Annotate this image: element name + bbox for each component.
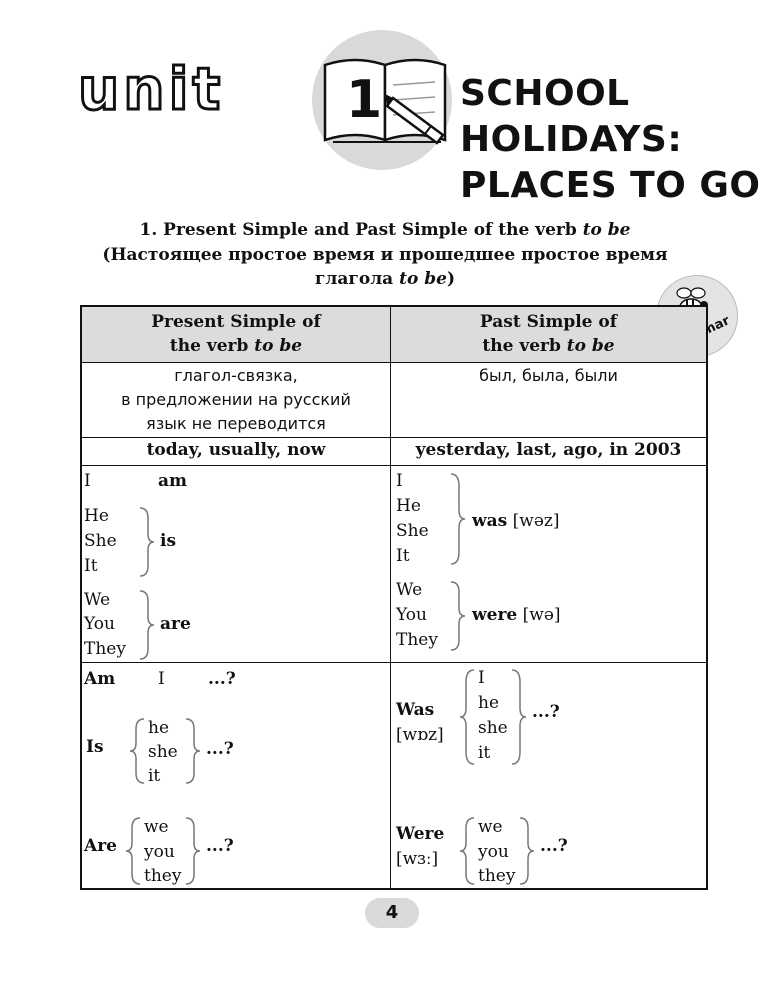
header-past-line2 xyxy=(391,334,706,358)
q-am-ellipsis: ...? xyxy=(208,669,236,689)
verb-am: am xyxy=(158,471,188,491)
brace-icon xyxy=(138,506,156,578)
q-are-ellipsis: ...? xyxy=(206,836,234,856)
q-were-ellipsis: ...? xyxy=(540,836,568,856)
q-was-it: it xyxy=(478,743,491,763)
section-title-ru-2 xyxy=(85,267,685,291)
header-past-line1: Past Simple of xyxy=(479,312,618,332)
brace-icon xyxy=(458,816,476,886)
q-was-ipa: [wɒz] xyxy=(396,725,444,745)
table-divider-vertical xyxy=(390,305,391,890)
verb-is: is xyxy=(160,531,177,551)
verb-were-ipa: [wə] xyxy=(522,605,561,625)
past-pronoun-we: We xyxy=(396,580,423,600)
brace-icon xyxy=(518,816,536,886)
past-pronoun-you: You xyxy=(396,605,427,625)
q-are-they: they xyxy=(144,866,182,886)
past-pronoun-he: He xyxy=(396,496,421,516)
q-is-ellipsis: ...? xyxy=(206,739,234,759)
brace-icon xyxy=(458,668,476,766)
brace-icon xyxy=(449,472,467,566)
pronoun-she: She xyxy=(84,531,117,551)
verb-were-word: were xyxy=(472,605,518,625)
q-were-ipa: [wɜː] xyxy=(396,849,439,869)
q-was-he: he xyxy=(478,693,500,713)
pronoun-we: We xyxy=(84,590,111,610)
header-present-verb: to be xyxy=(254,336,303,356)
q-are-we: we xyxy=(144,817,169,837)
brace-icon xyxy=(138,589,156,661)
table-divider-3 xyxy=(80,465,708,466)
brace-icon xyxy=(184,717,202,785)
pronoun-he: He xyxy=(84,506,109,526)
brace-icon xyxy=(449,580,467,652)
q-were-they: they xyxy=(478,866,516,886)
time-markers-past: yesterday, last, ago, in 2003 xyxy=(415,440,682,460)
unit-title-line-3: PLACES TO GO xyxy=(460,165,761,206)
page-number: 4 xyxy=(385,902,399,923)
section-title xyxy=(85,218,685,242)
q-is-it: it xyxy=(148,766,161,786)
header-present-text: the verb xyxy=(169,336,255,356)
pronoun-they: They xyxy=(84,639,126,659)
past-pronoun-i: I xyxy=(396,471,403,491)
ru-line2-verb: to be xyxy=(399,269,447,289)
section-title-text: 1. Present Simple and Past Simple of the verb xyxy=(139,220,583,240)
pronoun-it: It xyxy=(84,556,98,576)
pencil-icon xyxy=(385,90,455,150)
verb-was xyxy=(472,509,559,534)
unit-label: unit xyxy=(78,55,225,123)
table-divider-2 xyxy=(80,437,708,438)
verb-was-ipa: [wəz] xyxy=(512,511,560,531)
q-was: Was xyxy=(396,700,435,720)
q-was-she: she xyxy=(478,718,508,738)
ru-line2-suffix: ) xyxy=(446,269,455,289)
q-was-i: I xyxy=(478,668,485,688)
desc-present-2: в предложении на русский xyxy=(121,390,351,409)
verb-was-word: was xyxy=(472,511,508,531)
verb-were xyxy=(472,603,561,628)
ru-line2-text: глагола xyxy=(315,269,400,289)
pronoun-i: I xyxy=(84,471,91,491)
brace-icon xyxy=(124,816,142,886)
section-title-verb: to be xyxy=(582,220,631,240)
q-were-you: you xyxy=(478,842,509,862)
brace-icon xyxy=(128,717,146,785)
q-am-pronoun: I xyxy=(158,669,165,689)
unit-title-line-1: SCHOOL xyxy=(460,73,630,114)
unit-title-line-2: HOLIDAYS: xyxy=(460,119,683,160)
past-pronoun-they: They xyxy=(396,630,438,650)
header-present-line1: Present Simple of xyxy=(151,312,321,332)
header-present-line2 xyxy=(82,334,390,358)
past-pronoun-she: She xyxy=(396,521,429,541)
unit-number: 1 xyxy=(346,70,383,130)
q-was-ellipsis: ...? xyxy=(532,702,560,722)
verb-are: are xyxy=(160,614,191,634)
section-title-ru-1: (Настоящее простое время и прошедшее простое время xyxy=(102,245,668,265)
q-are: Are xyxy=(84,836,117,856)
q-were-we: we xyxy=(478,817,503,837)
time-markers-present: today, usually, now xyxy=(146,440,326,460)
q-are-you: you xyxy=(144,842,175,862)
q-is-he: he xyxy=(148,718,170,738)
q-were: Were xyxy=(396,824,445,844)
header-past-text: the verb xyxy=(482,336,567,356)
table-divider-4 xyxy=(80,662,708,663)
q-is-she: she xyxy=(148,742,178,762)
past-pronoun-it: It xyxy=(396,546,410,566)
desc-present-1: глагол-связка, xyxy=(174,366,298,385)
table-border-right xyxy=(706,305,708,890)
q-am: Am xyxy=(84,669,116,689)
table-border-top xyxy=(80,305,708,307)
pronoun-you: You xyxy=(84,614,115,634)
table-divider-1 xyxy=(80,362,708,363)
desc-past: был, была, были xyxy=(479,366,618,385)
desc-present-3: язык не переводится xyxy=(146,414,326,433)
q-is: Is xyxy=(86,737,104,757)
header-past-verb: to be xyxy=(566,336,615,356)
brace-icon xyxy=(510,668,528,766)
brace-icon xyxy=(184,816,202,886)
